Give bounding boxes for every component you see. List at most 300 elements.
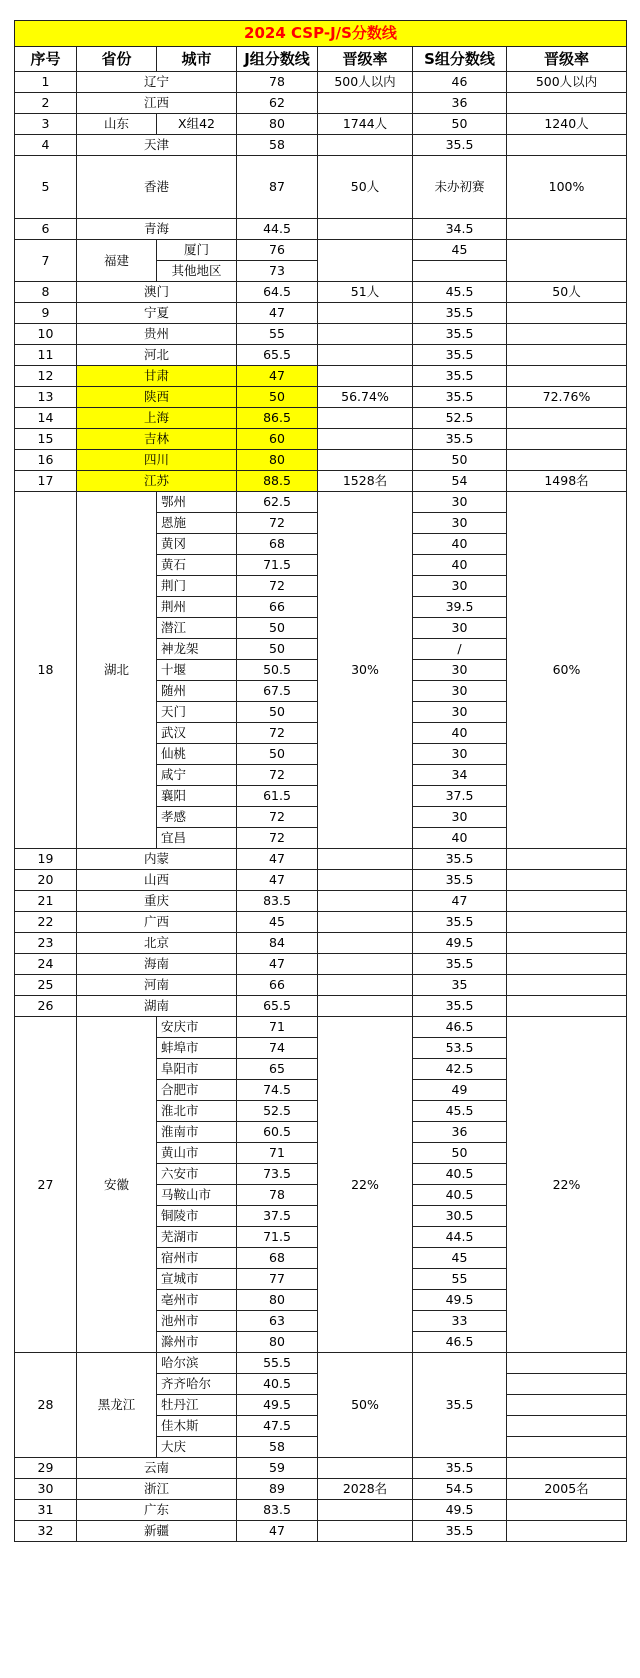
table-row <box>15 156 627 219</box>
header-s-score: S组分数线 <box>413 47 507 72</box>
s-rate-cell: 72.76% <box>507 387 627 408</box>
s-rate-cell <box>507 93 627 114</box>
province-cell: 安徽 <box>77 1017 157 1353</box>
s-score-cell: 49.5 <box>413 933 507 954</box>
city-cell: 滁州市 <box>157 1332 237 1353</box>
table-row <box>15 282 627 303</box>
s-score-cell: 49 <box>413 1080 507 1101</box>
city-cell: 襄阳 <box>157 786 237 807</box>
city-cell: 荆门 <box>157 576 237 597</box>
s-rate-cell <box>507 912 627 933</box>
s-rate-cell <box>507 975 627 996</box>
s-score-cell: 39.5 <box>413 597 507 618</box>
j-score-cell: 62.5 <box>237 492 318 513</box>
table-row <box>15 1500 627 1521</box>
j-score-cell: 55.5 <box>237 1353 318 1374</box>
row-index: 24 <box>15 954 77 975</box>
s-score-cell: 40.5 <box>413 1164 507 1185</box>
j-rate-cell <box>318 996 413 1017</box>
city-cell: 宣城市 <box>157 1269 237 1290</box>
j-score-cell: 76 <box>237 240 318 261</box>
j-score-cell: 71 <box>237 1017 318 1038</box>
j-rate-cell <box>318 975 413 996</box>
row-index: 27 <box>15 1017 77 1353</box>
score-table <box>14 20 627 1542</box>
row-index: 1 <box>15 72 77 93</box>
province-cell: 福建 <box>77 240 157 282</box>
city-cell: 宜昌 <box>157 828 237 849</box>
city-cell: 大庆 <box>157 1437 237 1458</box>
s-score-cell: 未办初赛 <box>413 156 507 219</box>
j-score-cell: 47 <box>237 849 318 870</box>
row-index: 16 <box>15 450 77 471</box>
s-rate-cell <box>507 408 627 429</box>
province-cell: 山西 <box>77 870 237 891</box>
s-rate-cell: 1498名 <box>507 471 627 492</box>
header-index: 序号 <box>15 47 77 72</box>
j-rate-cell <box>318 240 413 282</box>
j-score-cell: 50 <box>237 639 318 660</box>
s-rate-cell <box>507 1416 627 1437</box>
table-row <box>15 219 627 240</box>
s-score-cell: 34.5 <box>413 219 507 240</box>
j-score-cell: 71.5 <box>237 555 318 576</box>
j-score-cell: 50 <box>237 702 318 723</box>
table-row <box>15 303 627 324</box>
s-score-cell: 30 <box>413 576 507 597</box>
row-index: 10 <box>15 324 77 345</box>
j-score-cell: 78 <box>237 1185 318 1206</box>
row-index: 19 <box>15 849 77 870</box>
table-row <box>15 891 627 912</box>
table-row <box>15 1017 627 1038</box>
j-score-cell: 72 <box>237 723 318 744</box>
city-cell: 佳木斯 <box>157 1416 237 1437</box>
s-rate-cell <box>507 303 627 324</box>
city-cell: 安庆市 <box>157 1017 237 1038</box>
table-row <box>15 954 627 975</box>
j-score-cell: 65.5 <box>237 996 318 1017</box>
table-row <box>15 93 627 114</box>
s-rate-cell <box>507 870 627 891</box>
s-score-cell: 50 <box>413 1143 507 1164</box>
s-rate-cell <box>507 954 627 975</box>
s-rate-cell <box>507 450 627 471</box>
table-row <box>15 240 627 261</box>
table-row <box>15 975 627 996</box>
s-rate-cell <box>507 891 627 912</box>
s-rate-cell <box>507 933 627 954</box>
j-score-cell: 50 <box>237 387 318 408</box>
s-score-cell: 30 <box>413 807 507 828</box>
j-score-cell: 61.5 <box>237 786 318 807</box>
j-score-cell: 50.5 <box>237 660 318 681</box>
city-cell: 马鞍山市 <box>157 1185 237 1206</box>
row-index: 26 <box>15 996 77 1017</box>
j-rate-cell <box>318 912 413 933</box>
s-score-cell: 34 <box>413 765 507 786</box>
row-index: 31 <box>15 1500 77 1521</box>
j-score-cell: 71 <box>237 1143 318 1164</box>
row-index: 28 <box>15 1353 77 1458</box>
table-row <box>15 324 627 345</box>
table-row <box>15 492 627 513</box>
s-score-cell: 36 <box>413 93 507 114</box>
header-j-rate: 晋级率 <box>318 47 413 72</box>
j-score-cell: 73.5 <box>237 1164 318 1185</box>
s-score-cell: 36 <box>413 1122 507 1143</box>
j-score-cell: 88.5 <box>237 471 318 492</box>
j-score-cell: 80 <box>237 450 318 471</box>
row-index: 32 <box>15 1521 77 1542</box>
j-score-cell: 74 <box>237 1038 318 1059</box>
j-score-cell: 87 <box>237 156 318 219</box>
s-score-cell: 33 <box>413 1311 507 1332</box>
j-rate-cell <box>318 933 413 954</box>
s-rate-cell: 60% <box>507 492 627 849</box>
j-rate-cell: 56.74% <box>318 387 413 408</box>
s-score-cell: 53.5 <box>413 1038 507 1059</box>
province-cell: 内蒙 <box>77 849 237 870</box>
j-rate-cell: 30% <box>318 492 413 849</box>
s-rate-cell <box>507 345 627 366</box>
table-row <box>15 1353 627 1374</box>
j-rate-cell <box>318 1521 413 1542</box>
city-cell: 随州 <box>157 681 237 702</box>
city-cell: 芜湖市 <box>157 1227 237 1248</box>
j-rate-cell: 22% <box>318 1017 413 1353</box>
j-rate-cell <box>318 429 413 450</box>
s-score-cell: 30 <box>413 513 507 534</box>
j-score-cell: 66 <box>237 975 318 996</box>
j-rate-cell <box>318 954 413 975</box>
j-score-cell: 74.5 <box>237 1080 318 1101</box>
j-rate-cell <box>318 870 413 891</box>
s-rate-cell <box>507 429 627 450</box>
city-cell: 池州市 <box>157 1311 237 1332</box>
j-score-cell: 73 <box>237 261 318 282</box>
s-score-cell: 35 <box>413 975 507 996</box>
j-rate-cell: 51人 <box>318 282 413 303</box>
s-score-cell: 40.5 <box>413 1185 507 1206</box>
j-score-cell: 68 <box>237 1248 318 1269</box>
province-cell: 甘肃 <box>77 366 237 387</box>
s-score-cell: 35.5 <box>413 912 507 933</box>
province-cell: 海南 <box>77 954 237 975</box>
row-index: 17 <box>15 471 77 492</box>
j-score-cell: 68 <box>237 534 318 555</box>
s-rate-cell: 50人 <box>507 282 627 303</box>
city-cell: 孝感 <box>157 807 237 828</box>
s-score-cell: 35.5 <box>413 1458 507 1479</box>
table-row <box>15 135 627 156</box>
j-rate-cell <box>318 849 413 870</box>
province-cell: 河南 <box>77 975 237 996</box>
province-cell: 江苏 <box>77 471 237 492</box>
j-score-cell: 49.5 <box>237 1395 318 1416</box>
province-cell: 北京 <box>77 933 237 954</box>
row-index: 12 <box>15 366 77 387</box>
j-score-cell: 80 <box>237 1290 318 1311</box>
s-rate-cell <box>507 1458 627 1479</box>
s-score-cell: 50 <box>413 114 507 135</box>
city-cell: 黄山市 <box>157 1143 237 1164</box>
row-index: 2 <box>15 93 77 114</box>
table-row <box>15 408 627 429</box>
row-index: 13 <box>15 387 77 408</box>
s-score-cell: 45 <box>413 1248 507 1269</box>
city-cell: 合肥市 <box>157 1080 237 1101</box>
table-row <box>15 471 627 492</box>
s-score-cell: 30.5 <box>413 1206 507 1227</box>
s-score-cell: 42.5 <box>413 1059 507 1080</box>
province-cell: 陕西 <box>77 387 237 408</box>
j-rate-cell <box>318 93 413 114</box>
s-rate-cell <box>507 849 627 870</box>
city-cell: 十堰 <box>157 660 237 681</box>
city-cell: 仙桃 <box>157 744 237 765</box>
city-cell: 蚌埠市 <box>157 1038 237 1059</box>
s-rate-cell: 2005名 <box>507 1479 627 1500</box>
province-cell: 香港 <box>77 156 237 219</box>
s-score-cell: 46.5 <box>413 1332 507 1353</box>
row-index: 21 <box>15 891 77 912</box>
province-cell: 重庆 <box>77 891 237 912</box>
table-row <box>15 72 627 93</box>
header-row <box>15 47 627 72</box>
s-score-cell: 30 <box>413 492 507 513</box>
province-cell: 山东 <box>77 114 157 135</box>
header-s-rate: 晋级率 <box>507 47 627 72</box>
province-cell: 浙江 <box>77 1479 237 1500</box>
j-score-cell: 72 <box>237 807 318 828</box>
city-cell: 恩施 <box>157 513 237 534</box>
table-row <box>15 870 627 891</box>
province-cell: 云南 <box>77 1458 237 1479</box>
row-index: 11 <box>15 345 77 366</box>
s-score-cell: 44.5 <box>413 1227 507 1248</box>
s-rate-cell <box>507 219 627 240</box>
j-score-cell: 83.5 <box>237 891 318 912</box>
city-cell: 潜江 <box>157 618 237 639</box>
j-score-cell: 72 <box>237 828 318 849</box>
province-cell: 广东 <box>77 1500 237 1521</box>
j-rate-cell <box>318 345 413 366</box>
j-score-cell: 55 <box>237 324 318 345</box>
j-score-cell: 59 <box>237 1458 318 1479</box>
s-score-cell: 49.5 <box>413 1500 507 1521</box>
table-row <box>15 345 627 366</box>
city-cell: 阜阳市 <box>157 1059 237 1080</box>
s-score-cell: 45.5 <box>413 282 507 303</box>
j-score-cell: 89 <box>237 1479 318 1500</box>
province-cell: 江西 <box>77 93 237 114</box>
title-row <box>15 21 627 47</box>
j-score-cell: 80 <box>237 114 318 135</box>
j-score-cell: 60 <box>237 429 318 450</box>
s-score-cell: 50 <box>413 450 507 471</box>
row-index: 20 <box>15 870 77 891</box>
row-index: 14 <box>15 408 77 429</box>
j-score-cell: 80 <box>237 1332 318 1353</box>
j-score-cell: 83.5 <box>237 1500 318 1521</box>
s-score-cell: 45 <box>413 240 507 261</box>
s-score-cell: 35.5 <box>413 954 507 975</box>
province-cell: 广西 <box>77 912 237 933</box>
j-rate-cell <box>318 1458 413 1479</box>
s-rate-cell <box>507 324 627 345</box>
j-score-cell: 37.5 <box>237 1206 318 1227</box>
s-score-cell <box>413 261 507 282</box>
row-index: 3 <box>15 114 77 135</box>
s-score-cell: 55 <box>413 1269 507 1290</box>
s-score-cell: 35.5 <box>413 324 507 345</box>
table-row <box>15 1521 627 1542</box>
j-score-cell: 72 <box>237 765 318 786</box>
j-score-cell: 47.5 <box>237 1416 318 1437</box>
city-cell: 天门 <box>157 702 237 723</box>
table-row <box>15 450 627 471</box>
j-rate-cell <box>318 303 413 324</box>
s-rate-cell <box>507 240 627 282</box>
j-rate-cell: 50% <box>318 1353 413 1458</box>
table-row <box>15 429 627 450</box>
s-score-cell: 30 <box>413 702 507 723</box>
s-score-cell: 35.5 <box>413 429 507 450</box>
table-row <box>15 933 627 954</box>
row-index: 18 <box>15 492 77 849</box>
j-score-cell: 72 <box>237 513 318 534</box>
s-score-cell: 47 <box>413 891 507 912</box>
s-score-cell: 35.5 <box>413 870 507 891</box>
s-score-cell: 40 <box>413 534 507 555</box>
city-cell: 荆州 <box>157 597 237 618</box>
row-index: 6 <box>15 219 77 240</box>
city-cell: 武汉 <box>157 723 237 744</box>
s-rate-cell: 500人以内 <box>507 72 627 93</box>
city-cell: 咸宁 <box>157 765 237 786</box>
j-score-cell: 65.5 <box>237 345 318 366</box>
s-score-cell: 35.5 <box>413 366 507 387</box>
province-cell: 上海 <box>77 408 237 429</box>
s-score-cell: 40 <box>413 723 507 744</box>
s-rate-cell <box>507 135 627 156</box>
city-cell: 黄石 <box>157 555 237 576</box>
row-index: 9 <box>15 303 77 324</box>
j-score-cell: 47 <box>237 870 318 891</box>
province-cell: 天津 <box>77 135 237 156</box>
table-row <box>15 1458 627 1479</box>
s-score-cell: 54.5 <box>413 1479 507 1500</box>
s-score-cell: 35.5 <box>413 849 507 870</box>
s-score-cell: 40 <box>413 555 507 576</box>
j-rate-cell: 1744人 <box>318 114 413 135</box>
s-score-cell: 49.5 <box>413 1290 507 1311</box>
s-score-cell: 35.5 <box>413 996 507 1017</box>
score-sheet <box>14 20 626 1542</box>
j-score-cell: 47 <box>237 954 318 975</box>
s-score-cell: 35.5 <box>413 303 507 324</box>
row-index: 7 <box>15 240 77 282</box>
j-rate-cell <box>318 219 413 240</box>
row-index: 5 <box>15 156 77 219</box>
j-score-cell: 72 <box>237 576 318 597</box>
j-score-cell: 71.5 <box>237 1227 318 1248</box>
s-rate-cell <box>507 1353 627 1374</box>
province-cell: 青海 <box>77 219 237 240</box>
j-score-cell: 62 <box>237 93 318 114</box>
province-cell: 四川 <box>77 450 237 471</box>
j-rate-cell <box>318 408 413 429</box>
province-cell: 河北 <box>77 345 237 366</box>
s-score-cell: 37.5 <box>413 786 507 807</box>
s-score-cell: 35.5 <box>413 1521 507 1542</box>
city-cell: X组42 <box>157 114 237 135</box>
j-rate-cell <box>318 135 413 156</box>
city-cell: 哈尔滨 <box>157 1353 237 1374</box>
table-row <box>15 996 627 1017</box>
table-row <box>15 387 627 408</box>
table-row <box>15 912 627 933</box>
city-cell: 黄冈 <box>157 534 237 555</box>
city-cell: 鄂州 <box>157 492 237 513</box>
j-rate-cell: 50人 <box>318 156 413 219</box>
city-cell: 宿州市 <box>157 1248 237 1269</box>
s-score-cell: 54 <box>413 471 507 492</box>
table-title: 2024 CSP-J/S分数线 <box>15 21 627 47</box>
s-rate-cell <box>507 1437 627 1458</box>
s-rate-cell <box>507 1500 627 1521</box>
j-score-cell: 44.5 <box>237 219 318 240</box>
j-rate-cell <box>318 450 413 471</box>
s-score-cell: 35.5 <box>413 387 507 408</box>
s-score-cell: 30 <box>413 681 507 702</box>
row-index: 15 <box>15 429 77 450</box>
province-cell: 新疆 <box>77 1521 237 1542</box>
city-cell: 齐齐哈尔 <box>157 1374 237 1395</box>
j-score-cell: 63 <box>237 1311 318 1332</box>
s-score-cell: 30 <box>413 660 507 681</box>
province-cell: 湖南 <box>77 996 237 1017</box>
province-cell: 宁夏 <box>77 303 237 324</box>
city-cell: 淮北市 <box>157 1101 237 1122</box>
s-rate-cell <box>507 996 627 1017</box>
j-score-cell: 60.5 <box>237 1122 318 1143</box>
table-row <box>15 849 627 870</box>
row-index: 29 <box>15 1458 77 1479</box>
j-score-cell: 47 <box>237 303 318 324</box>
j-score-cell: 86.5 <box>237 408 318 429</box>
province-cell: 湖北 <box>77 492 157 849</box>
s-score-cell: 30 <box>413 744 507 765</box>
city-cell: 铜陵市 <box>157 1206 237 1227</box>
s-rate-cell: 22% <box>507 1017 627 1353</box>
s-score-cell: 46.5 <box>413 1017 507 1038</box>
header-province: 省份 <box>77 47 157 72</box>
row-index: 23 <box>15 933 77 954</box>
j-score-cell: 52.5 <box>237 1101 318 1122</box>
province-cell: 贵州 <box>77 324 237 345</box>
city-cell: 神龙架 <box>157 639 237 660</box>
s-rate-cell <box>507 1395 627 1416</box>
j-rate-cell <box>318 324 413 345</box>
s-score-cell: 52.5 <box>413 408 507 429</box>
j-score-cell: 47 <box>237 1521 318 1542</box>
j-rate-cell <box>318 891 413 912</box>
city-cell: 亳州市 <box>157 1290 237 1311</box>
row-index: 8 <box>15 282 77 303</box>
province-cell: 吉林 <box>77 429 237 450</box>
